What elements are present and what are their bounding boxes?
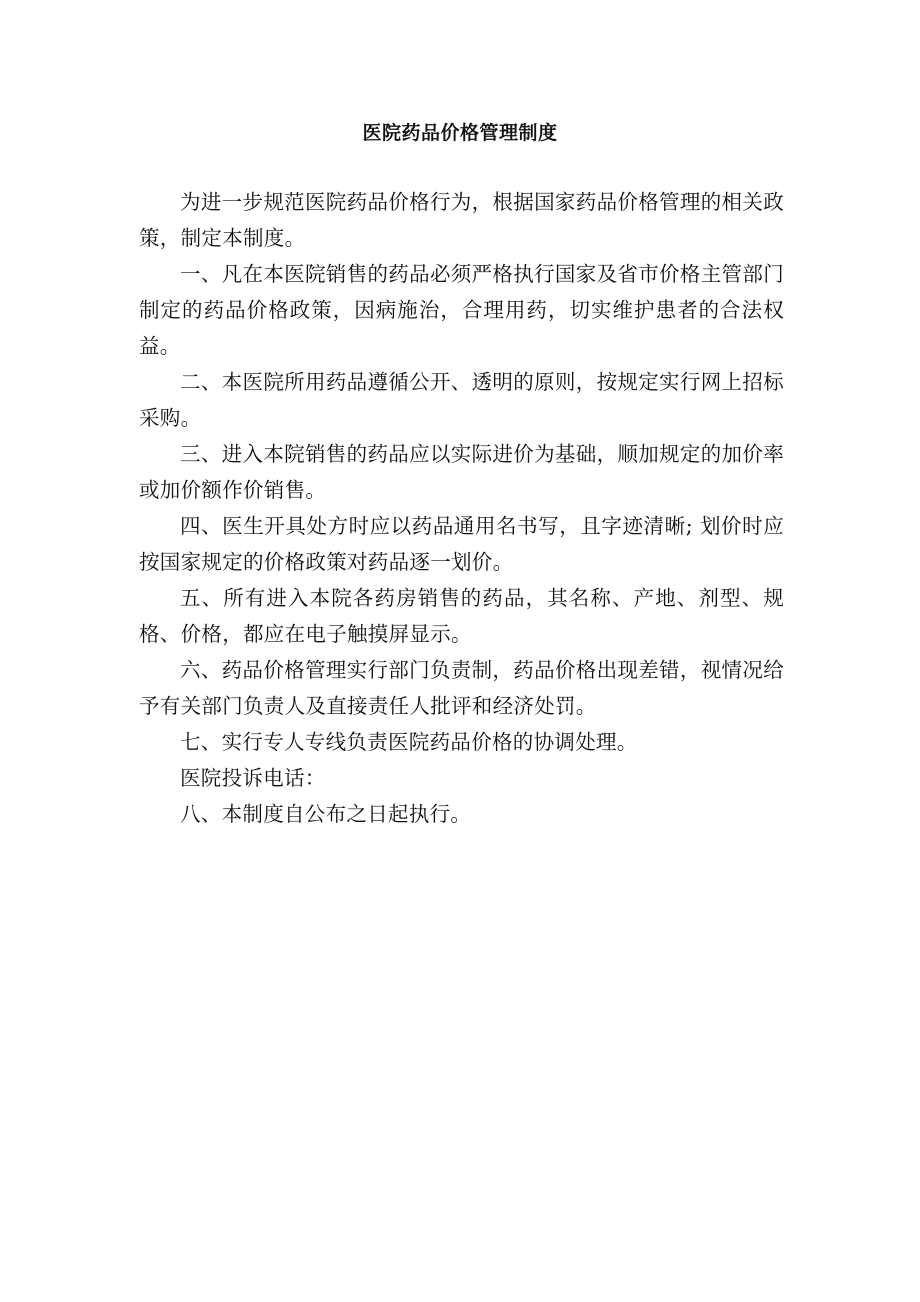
document-body — [139, 184, 784, 832]
paragraph-item-5: 五、所有进入本院各药房销售的药品，其名称、产地、剂型、规格、价格，都应在电子触摸屏显示。 — [139, 586, 784, 646]
paragraph-item-8: 八、本制度自公布之日起执行。 — [180, 802, 472, 826]
paragraph-item-4: 四、医生开具处方时应以药品通用名书写，且字迹清晰; 划价时应按国家规定的价格政策对药品逐一划价。 — [139, 514, 784, 574]
paragraph-item-2: 二、本医院所用药品遵循公开、透明的原则，按规定实行网上招标采购。 — [139, 370, 784, 430]
paragraph-item-3: 三、进入本院销售的药品应以实际进价为基础，顺加规定的加价率或加价额作价销售。 — [139, 442, 784, 502]
paragraph-intro: 为进一步规范医院药品价格行为，根据国家药品价格管理的相关政策，制定本制度。 — [139, 190, 784, 250]
paragraph-item-1: 一、凡在本医院销售的药品必须严格执行国家及省市价格主管部门制定的药品价格政策，因病施治，合理用药，切实维护患者的合法权益。 — [139, 262, 784, 358]
paragraph-item-7: 七、实行专人专线负责医院药品价格的协调处理。 — [180, 730, 638, 754]
document-title: 医院药品价格管理制度 — [362, 122, 558, 144]
paragraph-item-6: 六、药品价格管理实行部门负责制，药品价格出现差错，视情况给予有关部门负责人及直接责任人批评和经济处罚。 — [139, 658, 784, 718]
complaint-phone-line: 医院投诉电话： — [180, 766, 326, 790]
